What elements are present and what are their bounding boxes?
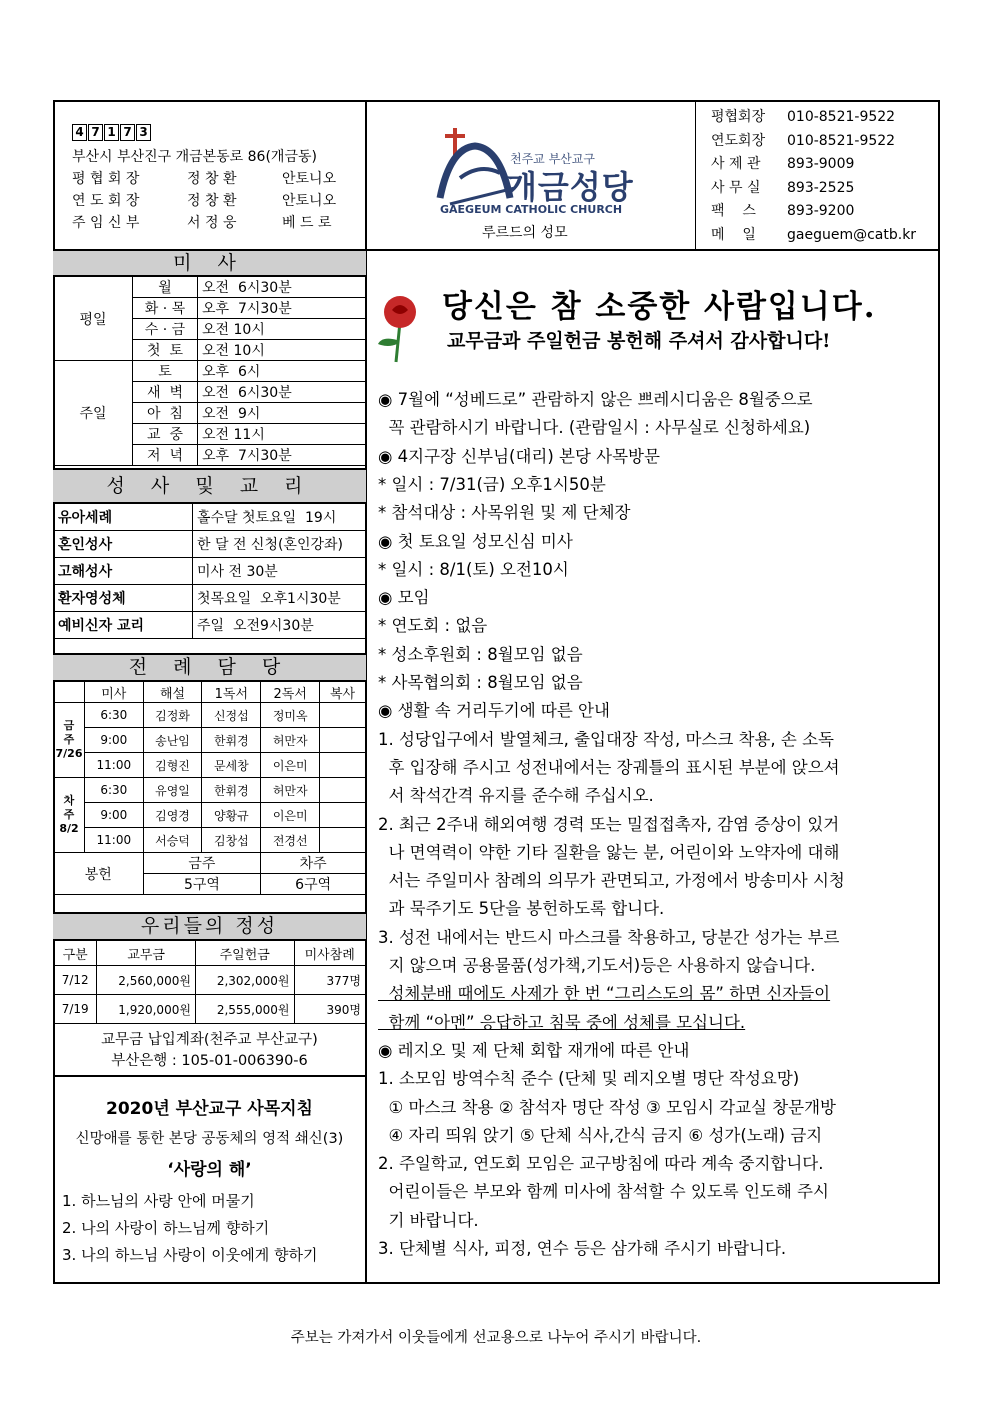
liturgy-section — [53, 653, 366, 895]
liturgy-cell — [320, 703, 366, 728]
mass-time: 오전 6시30분 — [198, 382, 366, 403]
mass-time: 오전 10시 — [198, 319, 366, 340]
liturgy-cell — [320, 753, 366, 778]
liturgy-header-row — [54, 682, 366, 703]
notice-line: 1. 성당입구에서 발열체크, 출입대장 작성, 마스크 착용, 손 소독 — [378, 729, 834, 749]
liturgy-cell: 김형진 — [143, 753, 202, 778]
contact-label: 연도회장 — [711, 132, 766, 149]
notice-heading: ◉ 레지오 및 제 단체 회합 재개에 따른 안내 — [378, 1040, 690, 1060]
officer-role: 연 도 회 장 — [72, 193, 140, 209]
liturgy-cell — [320, 803, 366, 828]
contact-list — [711, 106, 916, 247]
mass-row — [54, 277, 366, 298]
donation-cell: 377명 — [294, 966, 366, 995]
offering-next-area: 6구역 — [261, 874, 366, 895]
liturgy-row — [54, 703, 366, 728]
mass-group-label: 평일 — [54, 277, 133, 361]
liturgy-col-header: 복사 — [320, 682, 366, 703]
officer-role: 평 협 회 장 — [72, 171, 140, 187]
notice-line: 나 면역력이 약한 기타 질환을 앓는 분, 어린이와 노약자에 대해 — [378, 842, 840, 862]
notice-line: 기 바랍니다. — [378, 1210, 479, 1230]
patron-name: 루르드의 성모 — [482, 225, 568, 241]
officer-name: 정 창 환 — [187, 193, 237, 209]
notice-heading: ◉ 7월에 “성베드로” 관람하지 않은 쁘레시디움은 8월중으로 — [378, 390, 813, 409]
directive-theme: ‘사랑의 해’ — [167, 1160, 252, 1180]
sacrament-value: 홀수달 첫토요일 19시 — [193, 504, 366, 531]
sacrament-value: 첫목요일 오후1시30분 — [193, 585, 366, 612]
postcode-digit: 7 — [88, 124, 103, 141]
liturgy-col-header: 미사 — [85, 682, 144, 703]
notice-line: * 참석대상 : 사목위원 및 제 단체장 — [378, 503, 631, 523]
sacrament-name: 혼인성사 — [54, 531, 193, 558]
liturgy-cell: 9:00 — [85, 728, 144, 753]
donation-col-header: 교무금 — [97, 941, 196, 966]
notice-line: 과 묵주기도 5단을 봉헌하도록 합니다. — [378, 899, 665, 919]
postcode — [72, 124, 151, 141]
liturgy-cell: 김창섭 — [202, 828, 261, 853]
contact-label: 팩 스 — [711, 203, 756, 219]
donation-title: 우리들의 정성 — [53, 912, 366, 940]
mass-day: 새 벽 — [133, 382, 198, 403]
liturgy-cell: 6:30 — [85, 778, 144, 803]
liturgy-cell: 11:00 — [85, 753, 144, 778]
contact-value: 010-8521-9522 — [787, 132, 896, 149]
liturgy-cell: 서승덕 — [143, 828, 202, 853]
donation-cell: 7/12 — [54, 966, 97, 995]
sacrament-value: 미사 전 30분 — [193, 558, 366, 585]
liturgy-row — [54, 828, 366, 853]
sacrament-row — [54, 612, 366, 639]
officer-row — [72, 212, 336, 234]
sacrament-row — [54, 504, 366, 531]
notice-line: 성체분배 때에도 사제가 한 번 “그리스도의 몸” 하면 신자들이 — [378, 984, 831, 1004]
footer-note: 주보는 가져가서 이웃들에게 선교용으로 나누어 주시기 바랍니다. — [290, 1330, 702, 1346]
offering-this-week: 금주 — [143, 853, 261, 874]
sacrament-name: 예비신자 교리 — [54, 612, 193, 639]
logo-english: GAEGEUM CATHOLIC CHURCH — [440, 203, 623, 216]
contact-value: 010-8521-9522 — [787, 109, 896, 125]
contact-row — [711, 200, 916, 224]
mass-time: 오후 7시30분 — [198, 298, 366, 319]
postcode-digit: 7 — [120, 124, 135, 141]
postcode-digit: 1 — [104, 124, 119, 141]
mass-day: 아 침 — [133, 403, 198, 424]
mass-section — [53, 251, 366, 466]
contact-row — [711, 177, 916, 201]
directive-subtitle: 신망애를 통한 본당 공동체의 영적 쇄신(3) — [75, 1131, 344, 1147]
officer-row — [72, 190, 336, 212]
liturgy-cell: 9:00 — [85, 803, 144, 828]
notice-line: 꼭 관람하시기 바랍니다. (관람일시 : 사무실로 신청하세요) — [378, 418, 811, 438]
sacrament-table — [53, 503, 366, 639]
sacrament-section — [53, 468, 366, 639]
liturgy-week-label: 차 주 8/2 — [54, 778, 85, 853]
liturgy-row — [54, 728, 366, 753]
officer-name: 정 창 환 — [187, 171, 237, 187]
donation-col-header: 미사참례 — [294, 941, 366, 966]
liturgy-row — [54, 803, 366, 828]
liturgy-table — [53, 681, 366, 895]
liturgy-cell: 허만자 — [261, 728, 320, 753]
liturgy-row — [54, 753, 366, 778]
directive-divider — [53, 1075, 366, 1077]
logo-name: 개금성당 — [506, 168, 634, 206]
liturgy-cell: 이은미 — [261, 803, 320, 828]
rose-icon — [370, 292, 430, 364]
notice-heading: ◉ 생활 속 거리두기에 따른 안내 — [378, 701, 610, 721]
donation-table — [53, 940, 366, 1024]
directive-title: 2020년 부산교구 사목지침 — [106, 1099, 313, 1119]
liturgy-row — [54, 778, 366, 803]
officer-baptism: 베 드 로 — [282, 215, 332, 231]
notice-line: 후 입장해 주시고 성전내에서는 장궤틀의 표시된 부분에 앉으셔 — [378, 757, 840, 777]
notice-line: ④ 자리 띄워 앉기 ⑤ 단체 식사,간식 금지 ⑥ 성가(노래) 금지 — [378, 1125, 823, 1145]
liturgy-corner — [54, 682, 85, 703]
contact-value: gaeguem@catb.kr — [787, 226, 917, 243]
contact-label: 메 일 — [711, 226, 756, 243]
contact-row — [711, 106, 916, 130]
donation-cell: 7/19 — [54, 995, 97, 1024]
liturgy-cell: 한휘경 — [202, 728, 261, 753]
mass-time: 오전 10시 — [198, 340, 366, 361]
contact-label: 사 제 관 — [711, 156, 761, 172]
mass-time: 오후 6시 — [198, 361, 366, 382]
mass-row — [54, 361, 366, 382]
sacrament-name: 유아세례 — [54, 504, 193, 531]
mass-title: 미 사 — [53, 251, 366, 276]
mass-day: 수 · 금 — [133, 319, 198, 340]
liturgy-cell — [320, 828, 366, 853]
liturgy-cell: 한휘경 — [202, 778, 261, 803]
liturgy-col-header: 2독서 — [261, 682, 320, 703]
officer-list — [72, 168, 336, 234]
directive-item: 3. 나의 하느님 사랑이 이웃에게 향하기 — [62, 1246, 318, 1264]
notice-line: 2. 최근 2주내 해외여행 경력 또는 밀접접촉자, 감염 증상이 있거 — [378, 814, 840, 834]
mass-day: 첫 토 — [133, 340, 198, 361]
liturgy-cell: 전경선 — [261, 828, 320, 853]
liturgy-col-header: 해설 — [143, 682, 202, 703]
liturgy-cell: 신정섭 — [202, 703, 261, 728]
notice-heading: ◉ 첫 토요일 성모신심 미사 — [378, 531, 573, 551]
sacrament-row — [54, 531, 366, 558]
sacrament-value: 한 달 전 신청(혼인강좌) — [193, 531, 366, 558]
sacrament-name: 환자영성체 — [54, 585, 193, 612]
liturgy-cell — [320, 778, 366, 803]
directive-item: 2. 나의 사랑이 하느님께 향하기 — [62, 1219, 270, 1237]
account-title: 교무금 납입계좌(천주교 부산교구) — [101, 1032, 318, 1048]
liturgy-cell: 양황규 — [202, 803, 261, 828]
offering-next-week: 차주 — [261, 853, 366, 874]
offering-this-area: 5구역 — [143, 874, 261, 895]
mass-group-label: 주일 — [54, 361, 133, 466]
donation-cell: 2,302,000원 — [195, 966, 294, 995]
liturgy-week-label: 금 주 7/26 — [54, 703, 85, 778]
liturgy-cell: 6:30 — [85, 703, 144, 728]
liturgy-cell: 정미옥 — [261, 703, 320, 728]
notice-line: 3. 단체별 식사, 피정, 연수 등은 삼가해 주시기 바랍니다. — [378, 1239, 787, 1258]
notice-line: 1. 소모임 방역수칙 준수 (단체 및 레지오별 명단 작성요망) — [378, 1069, 800, 1089]
notice-heading: ◉ 4지구장 신부님(대리) 본당 사목방문 — [378, 446, 660, 466]
subheadline: 교무금과 주일헌금 봉헌해 주셔서 감사합니다! — [447, 330, 831, 352]
contact-label: 사 무 실 — [711, 179, 761, 196]
contact-row — [711, 130, 916, 154]
logo-diocese: 천주교 부산교구 — [510, 152, 595, 166]
donation-cell: 2,555,000원 — [195, 995, 294, 1024]
notice-line: 서는 주일미사 참례의 의무가 관면되고, 가정에서 방송미사 시청 — [378, 871, 845, 891]
directive-item: 1. 하느님의 사랑 안에 머물기 — [62, 1192, 255, 1210]
liturgy-cell: 허만자 — [261, 778, 320, 803]
notice-line: * 일시 : 8/1(토) 오전10시 — [378, 559, 569, 579]
donation-cell: 2,560,000원 — [97, 966, 196, 995]
notice-line: 지 않으며 공용물품(성가책,기도서)등은 사용하지 않습니다. — [378, 956, 816, 975]
liturgy-cell: 김영경 — [143, 803, 202, 828]
donation-col-header: 구분 — [54, 941, 97, 966]
liturgy-title: 전 례 담 당 — [53, 653, 366, 681]
notice-line: * 일시 : 7/31(금) 오후1시50분 — [378, 474, 606, 494]
notice-heading: ◉ 모임 — [378, 588, 430, 608]
donation-col-header: 주일헌금 — [195, 941, 294, 966]
notice-line: * 성소후원회 : 8월모임 없음 — [378, 644, 583, 664]
officer-baptism: 안토니오 — [282, 193, 337, 209]
sacrament-row — [54, 585, 366, 612]
notice-line: * 연도회 : 없음 — [378, 616, 488, 636]
officer-name: 서 정 웅 — [187, 215, 237, 231]
mass-day: 월 — [133, 277, 198, 298]
liturgy-cell: 김정화 — [143, 703, 202, 728]
officer-role: 주 임 신 부 — [72, 215, 140, 231]
contact-row — [711, 224, 916, 248]
sacrament-row — [54, 558, 366, 585]
officer-baptism: 안토니오 — [282, 171, 337, 187]
donation-header-row — [54, 941, 366, 966]
mass-day: 저 녁 — [133, 445, 198, 466]
mass-time: 오전 9시 — [198, 403, 366, 424]
contact-divider — [695, 100, 696, 250]
donation-row — [54, 995, 366, 1024]
contact-value: 893-2525 — [787, 179, 855, 196]
liturgy-col-header: 1독서 — [202, 682, 261, 703]
headline: 당신은 참 소중한 사람입니다. — [442, 289, 877, 325]
liturgy-cell: 유영일 — [143, 778, 202, 803]
mass-time: 오후 7시30분 — [198, 445, 366, 466]
notice-line: 서 착석간격 유지를 준수해 주십시오. — [378, 786, 654, 806]
liturgy-cell: 11:00 — [85, 828, 144, 853]
donation-cell: 1,920,000원 — [97, 995, 196, 1024]
contact-value: 893-9009 — [787, 156, 855, 172]
notice-line: 어린이들은 부모와 함께 미사에 참석할 수 있도록 인도해 주시 — [378, 1182, 829, 1202]
sacrament-title: 성 사 및 교 리 — [53, 468, 366, 503]
directive-list — [62, 1188, 318, 1269]
notice-line: ① 마스크 착용 ② 참석자 명단 작성 ③ 모임시 각교실 창문개방 — [378, 1097, 836, 1117]
liturgy-cell: 문세창 — [202, 753, 261, 778]
notice-line: 2. 주일학교, 연도회 모임은 교구방침에 따라 계속 중지합니다. — [378, 1154, 824, 1174]
postcode-digit: 4 — [72, 124, 87, 141]
mass-day: 교 중 — [133, 424, 198, 445]
contact-value: 893-9200 — [787, 203, 855, 219]
account-number: 부산은행 : 105-01-006390-6 — [111, 1053, 308, 1069]
notice-line: 3. 성전 내에서는 반드시 마스크를 착용하고, 당분간 성가는 부르 — [378, 927, 840, 947]
officer-row — [72, 168, 336, 190]
liturgy-cell — [320, 728, 366, 753]
sacrament-name: 고해성사 — [54, 558, 193, 585]
notice-line: 함께 “아멘” 응답하고 침묵 중에 성체를 모십니다. — [378, 1012, 746, 1032]
offering-row — [54, 853, 366, 874]
liturgy-cell: 이은미 — [261, 753, 320, 778]
postcode-digit: 3 — [136, 124, 151, 141]
mass-table — [53, 276, 366, 466]
contact-label: 평협회장 — [711, 109, 766, 125]
address: 부산시 부산진구 개금본동로 86(개금동) — [72, 149, 317, 165]
contact-row — [711, 153, 916, 177]
sacrament-value: 주일 오전9시30분 — [193, 612, 366, 639]
mass-day: 화 · 목 — [133, 298, 198, 319]
mass-time: 오전 6시30분 — [198, 277, 366, 298]
mass-day: 토 — [133, 361, 198, 382]
church-logo — [430, 118, 660, 218]
liturgy-cell: 송난임 — [143, 728, 202, 753]
offering-label: 봉헌 — [54, 853, 144, 895]
mass-time: 오전 11시 — [198, 424, 366, 445]
donation-row — [54, 966, 366, 995]
donation-cell: 390명 — [294, 995, 366, 1024]
donation-section — [53, 912, 366, 1070]
notice-line: * 사목협의회 : 8월모임 없음 — [378, 673, 583, 692]
